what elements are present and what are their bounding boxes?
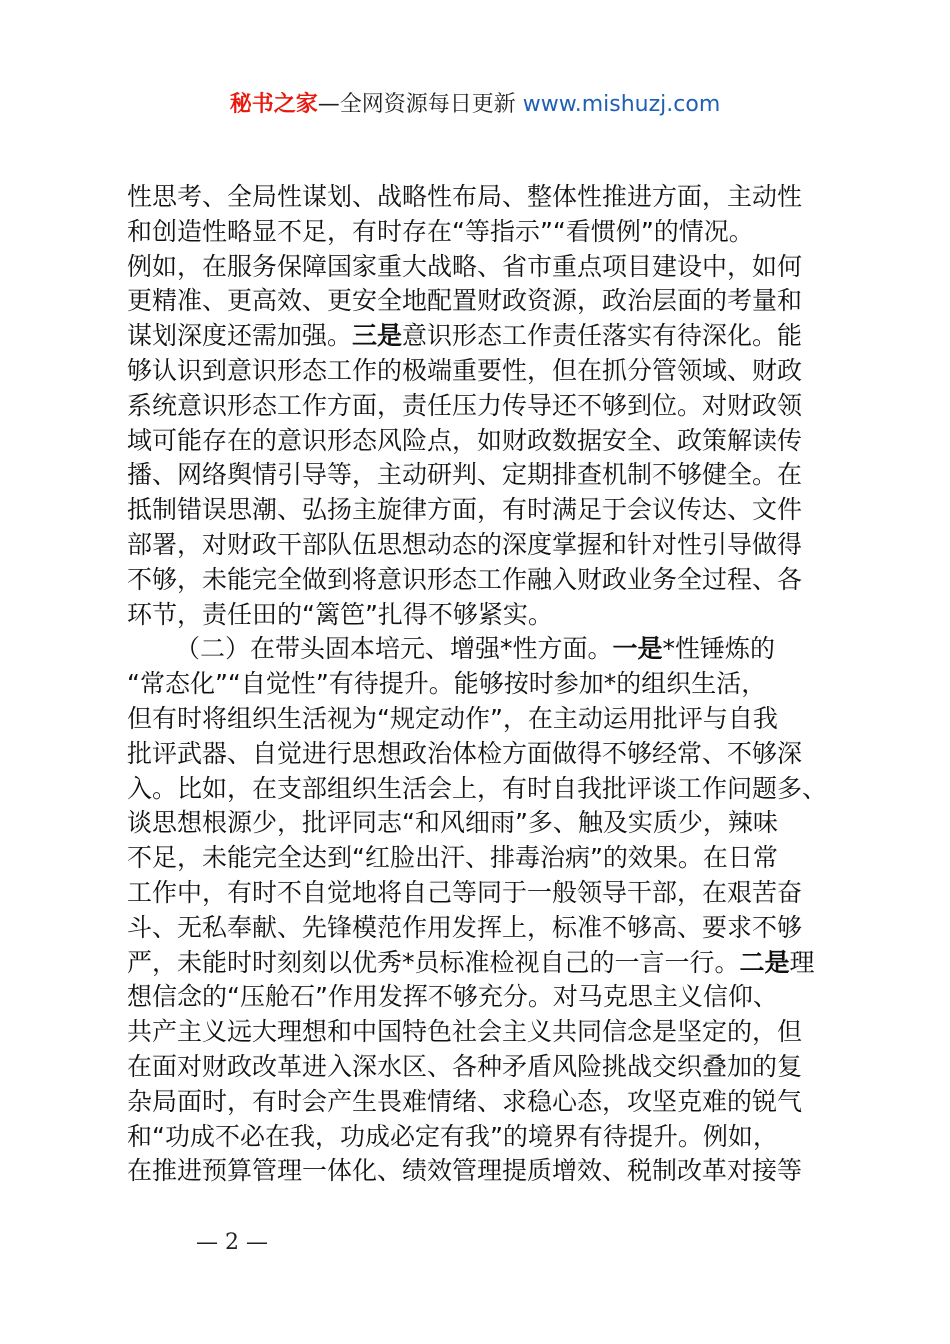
line-text: 批评武器、自觉进行思想政治体检方面做得不够经常、不够深 [127, 738, 803, 768]
emphasis-text: 二是 [739, 947, 790, 977]
text-line [127, 737, 833, 772]
line-text: 不足，未能完全达到“红脸出汗、排毒治病”的效果。在日常 [127, 843, 778, 873]
text-line [127, 1050, 833, 1085]
line-text: 工作中，有时不自觉地将自己等同于一般领导干部，在艰苦奋 [127, 877, 803, 907]
line-text: 环节，责任田的“篱笆”扎得不够紧实。 [127, 599, 553, 629]
text-line [127, 632, 833, 667]
line-text: 例如，在服务保障国家重大战略、省市重点项目建设中，如何 [127, 251, 803, 281]
line-text: *性锤炼的 [662, 634, 776, 664]
text-line [127, 1154, 833, 1189]
header-tagline: —全网资源每日更新 [317, 92, 523, 117]
text-line [127, 772, 833, 807]
line-text: 域可能存在的意识形态风险点，如财政数据安全、政策解读传 [127, 425, 803, 455]
text-line [127, 284, 833, 319]
line-text: 共产主义远大理想和中国特色社会主义共同信念是坚定的，但 [127, 1017, 803, 1047]
line-text: 部署，对财政干部队伍思想动态的深度掌握和针对性引导做得 [127, 529, 803, 559]
line-text: 斗、无私奉献、先锋模范作用发挥上，标准不够高、要求不够 [127, 912, 803, 942]
line-text: 和“功成不必在我，功成必定有我”的境界有待提升。例如， [127, 1121, 778, 1151]
text-line [127, 319, 833, 354]
text-line [127, 250, 833, 285]
line-text: 性思考、全局性谋划、战略性布局、整体性推进方面，主动性 [127, 182, 803, 211]
emphasis-text: 一是 [612, 634, 663, 664]
text-line [127, 806, 833, 841]
line-text: 系统意识形态工作方面，责任压力传导还不够到位。对财政领 [127, 390, 803, 420]
text-line [127, 424, 833, 459]
line-text: 和创造性略显不足，有时存在“等指示”“看惯例”的情况。 [127, 216, 754, 246]
text-line [127, 563, 833, 598]
line-text: “常态化”“自觉性”有待提升。能够按时参加*的组织生活， [127, 669, 767, 699]
text-line [127, 1120, 833, 1155]
line-text: 播、网络舆情引导等，主动研判、定期排查机制不够健全。在 [127, 460, 803, 490]
line-text: 够认识到意识形态工作的极端重要性，但在抓分管领域、财政 [127, 355, 803, 385]
text-line [127, 980, 833, 1015]
text-line [127, 493, 833, 528]
line-text: 在推进预算管理一体化、绩效管理提质增效、税制改革对接等 [127, 1156, 803, 1186]
line-text: 在面对财政改革进入深水区、各种矛盾风险挑战交织叠加的复 [127, 1051, 803, 1081]
site-url-link[interactable]: www.mishuzj.com [522, 92, 721, 117]
text-line [127, 528, 833, 563]
line-text: 理 [789, 947, 815, 977]
text-line [127, 841, 833, 876]
line-text: 严，未能时时刻刻以优秀*员标准检视自己的一言一行。 [127, 947, 740, 977]
text-line [127, 215, 833, 250]
page-number: — 2 — [196, 1230, 268, 1255]
document-body [127, 180, 833, 1189]
text-line [127, 354, 833, 389]
text-line [127, 1085, 833, 1120]
text-line [127, 946, 833, 981]
text-line [127, 876, 833, 911]
text-line [127, 702, 833, 737]
page-header [0, 88, 950, 122]
line-text: 抵制错误思潮、弘扬主旋律方面，有时满足于会议传达、文件 [127, 495, 803, 525]
line-text: 但有时将组织生活视为“规定动作”，在主动运用批评与自我 [127, 703, 778, 733]
text-line [127, 911, 833, 946]
text-line [127, 667, 833, 702]
text-line [127, 598, 833, 633]
line-text: 意识形态工作责任落实有待深化。能 [402, 321, 803, 351]
emphasis-text: 三是 [352, 321, 403, 351]
line-text: 入。比如，在支部组织生活会上，有时自我批评谈工作问题多、 [127, 773, 828, 803]
line-text: 谋划深度还需加强。 [127, 321, 353, 351]
line-text: 更精准、更高效、更安全地配置财政资源，政治层面的考量和 [127, 286, 803, 316]
line-text: （二）在带头固本培元、增强*性方面。 [175, 634, 613, 664]
text-line [127, 1015, 833, 1050]
text-line [127, 389, 833, 424]
line-text: 杂局面时，有时会产生畏难情绪、求稳心态，攻坚克难的锐气 [127, 1086, 803, 1116]
line-text: 谈思想根源少，批评同志“和风细雨”多、触及实质少，辣味 [127, 808, 778, 838]
line-text: 想信念的“压舱石”作用发挥不够充分。对马克思主义信仰、 [127, 982, 778, 1012]
text-line [127, 458, 833, 493]
text-line [127, 180, 833, 215]
brand-name: 秘书之家 [229, 92, 318, 117]
line-text: 不够，未能完全做到将意识形态工作融入财政业务全过程、各 [127, 564, 803, 594]
